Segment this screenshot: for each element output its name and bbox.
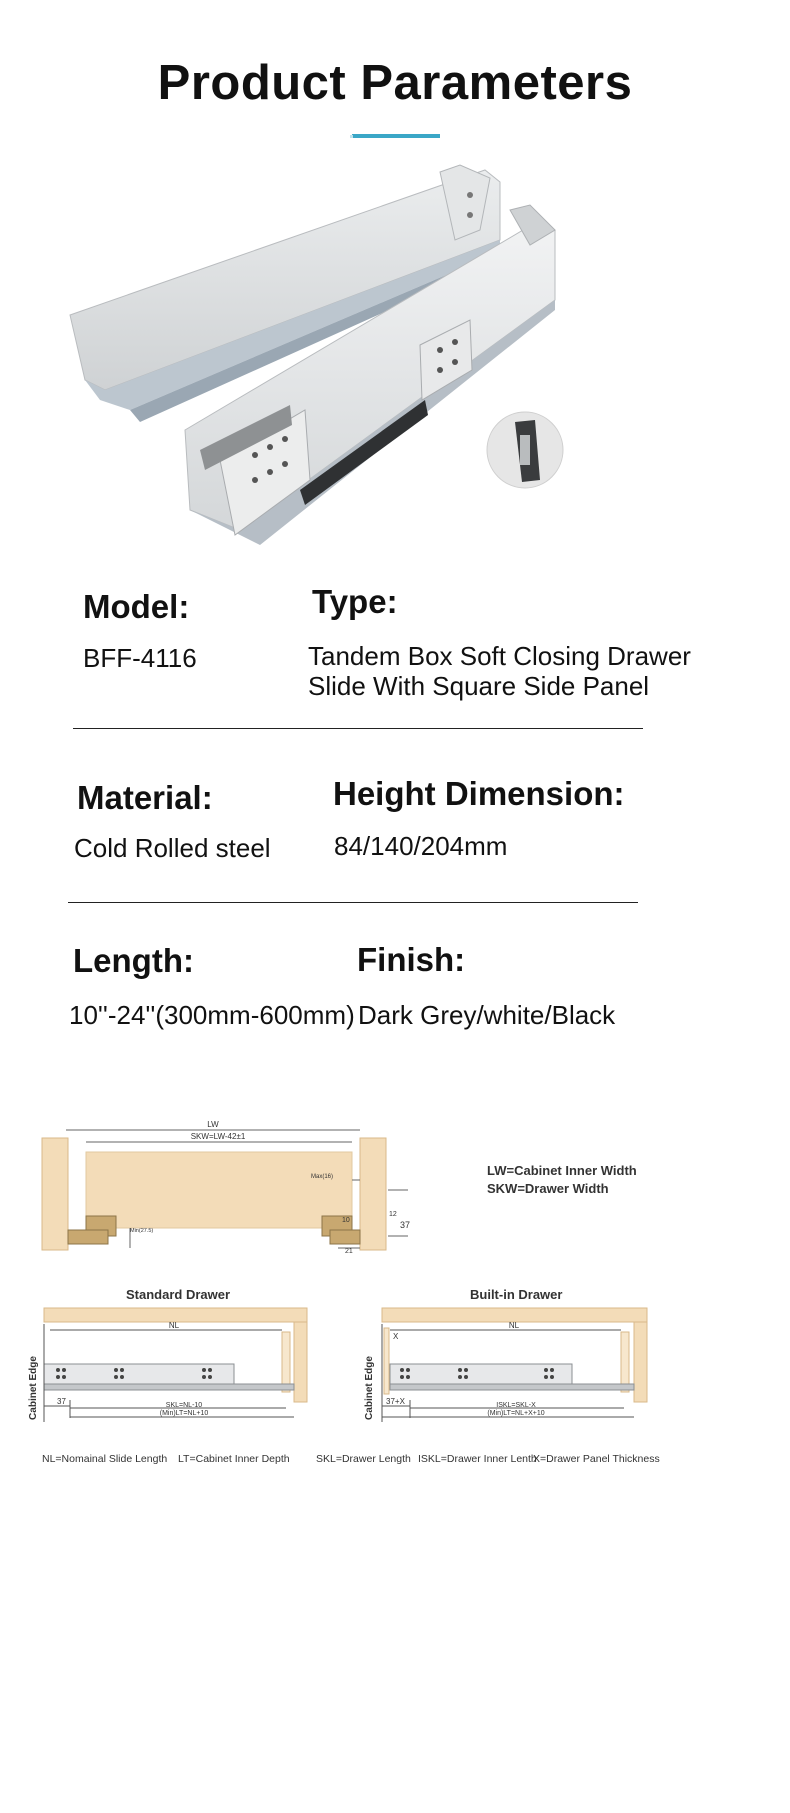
min-label: Min(27.5) [130,1228,154,1234]
builtin-drawer-title: Built-in Drawer [470,1287,563,1302]
title-accent-bar [352,134,440,138]
footnote-skl: SKL=Drawer Length [316,1453,411,1465]
standard-nl: NL [168,1321,180,1330]
product-image [60,160,650,560]
right-slide-profile [322,1216,360,1244]
standard-drawer-title: Standard Drawer [126,1287,231,1302]
height-label: Height Dimension: [333,775,625,812]
finish-label: Finish: [357,941,466,978]
height-value: 84/140/204mm [334,831,508,861]
dim-12: 12 [389,1211,397,1218]
finish-value: Dark Grey/white/Black [358,1000,616,1030]
type-label: Type: [312,583,398,620]
standard-drawer-diagram [24,1302,314,1432]
skw-label: SKW=LW-42±1 [190,1132,246,1141]
max-label: Max(16) [311,1174,334,1180]
footnote-nl: NL=Nomainal Slide Length [42,1453,168,1465]
material-label: Material: [77,779,213,816]
standard-cabinet-edge: Cabinet Edge [28,1356,39,1420]
footnote-iskl: ISKL=Drawer Inner Lenth [418,1453,537,1465]
title-accent-dot [350,135,353,138]
front-section-diagram [38,1118,418,1258]
type-value-line2: Slide With Square Side Panel [308,671,650,701]
dim-21: 21 [345,1248,353,1255]
builtin-drawer-diagram [356,1302,656,1432]
footnote-lt: LT=Cabinet Inner Depth [178,1453,290,1465]
left-slide-profile [68,1216,116,1244]
lw-label: LW [207,1120,219,1129]
model-value: BFF-4116 [83,643,197,673]
page-title: Product Parameters [157,56,633,110]
builtin-37x: 37+X [386,1397,405,1406]
standard-37: 37 [57,1397,66,1406]
standard-lt: (Min)LT=NL+10 [159,1410,209,1417]
left-cabinet-wall [42,1138,68,1250]
dim-37: 37 [400,1220,411,1230]
length-value: 10''-24''(300mm-600mm) [69,1000,355,1030]
footnote-x: X=Drawer Panel Thickness [533,1453,660,1465]
builtin-lt: (Min)LT=NL+X+10 [487,1410,545,1417]
drawer-body [86,1152,352,1228]
legend-skw: SKW=Drawer Width [487,1181,609,1196]
builtin-x: X [393,1332,399,1341]
builtin-iskl: ISKL=SKL-X [496,1402,536,1409]
length-label: Length: [73,942,194,979]
divider-1 [73,728,643,729]
builtin-cabinet-edge: Cabinet Edge [364,1356,375,1420]
dim-10: 10 [342,1217,350,1224]
type-value-line1: Tandem Box Soft Closing Drawer [308,641,691,671]
detail-inset [487,412,563,488]
builtin-nl: NL [508,1321,520,1330]
right-cabinet-wall [360,1138,386,1250]
model-label: Model: [83,588,190,625]
legend-lw: LW=Cabinet Inner Width [487,1163,637,1178]
material-value: Cold Rolled steel [74,833,271,863]
standard-skl: SKL=NL-10 [165,1402,203,1409]
divider-2 [68,902,638,903]
